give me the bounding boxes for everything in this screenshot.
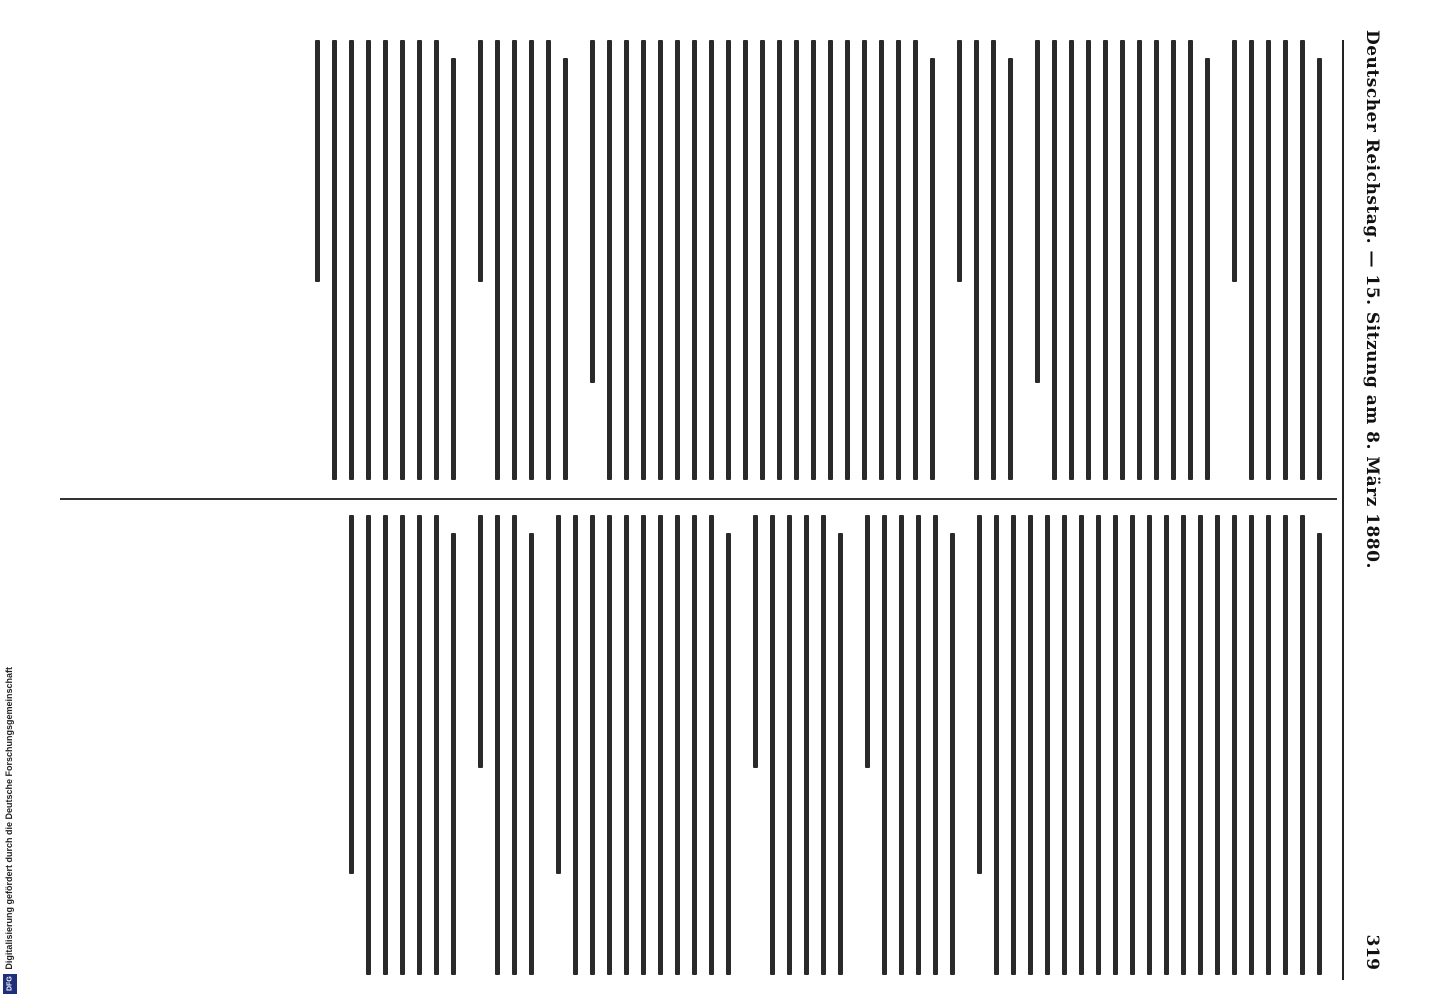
text-line bbox=[692, 40, 697, 480]
text-line bbox=[1120, 40, 1125, 480]
text-line bbox=[590, 40, 595, 383]
text-line bbox=[879, 40, 884, 480]
text-line bbox=[495, 40, 500, 480]
text-line bbox=[563, 58, 568, 480]
text-line bbox=[913, 40, 918, 480]
paragraph-gap bbox=[456, 40, 466, 480]
paragraph-gap bbox=[1210, 40, 1220, 480]
dfg-logo-icon: DFG bbox=[3, 974, 17, 994]
text-line bbox=[1154, 40, 1159, 480]
text-line bbox=[315, 40, 320, 282]
text-line bbox=[1096, 515, 1101, 975]
right-column bbox=[70, 515, 1322, 975]
text-line bbox=[882, 515, 887, 975]
text-line bbox=[529, 533, 534, 975]
text-line bbox=[573, 515, 578, 975]
text-line bbox=[828, 40, 833, 480]
text-line bbox=[760, 40, 765, 480]
text-line bbox=[332, 40, 337, 480]
paragraph-gap bbox=[456, 515, 466, 975]
text-line bbox=[974, 40, 979, 480]
text-line bbox=[383, 515, 388, 975]
text-line bbox=[865, 515, 870, 768]
text-line bbox=[1317, 58, 1322, 480]
text-line bbox=[1181, 515, 1186, 975]
text-line bbox=[1113, 515, 1118, 975]
text-line bbox=[1283, 40, 1288, 480]
text-line bbox=[658, 515, 663, 975]
text-line bbox=[770, 515, 775, 975]
text-line bbox=[838, 533, 843, 975]
text-line bbox=[794, 40, 799, 480]
text-line bbox=[950, 533, 955, 975]
page-number: 319 bbox=[1362, 934, 1382, 970]
text-line bbox=[1130, 515, 1135, 975]
text-line bbox=[624, 40, 629, 480]
text-line bbox=[994, 515, 999, 975]
running-title: Deutscher Reichstag. — 15. Sitzung am 8. März 1880. bbox=[1362, 30, 1382, 569]
text-line bbox=[400, 515, 405, 975]
text-line bbox=[607, 40, 612, 480]
text-line bbox=[1300, 40, 1305, 480]
text-line bbox=[1045, 515, 1050, 975]
text-line bbox=[1079, 515, 1084, 975]
text-line bbox=[1317, 533, 1322, 975]
column-divider bbox=[60, 498, 1337, 500]
text-line bbox=[658, 40, 663, 480]
text-line bbox=[1028, 515, 1033, 975]
paragraph-gap bbox=[534, 515, 544, 975]
text-line bbox=[991, 40, 996, 480]
text-line bbox=[590, 515, 595, 975]
text-line bbox=[692, 515, 697, 975]
running-header bbox=[1352, 30, 1392, 970]
paragraph-gap bbox=[843, 515, 853, 975]
text-line bbox=[1232, 40, 1237, 282]
text-line bbox=[624, 515, 629, 975]
text-line bbox=[726, 40, 731, 480]
text-line bbox=[383, 40, 388, 480]
text-line bbox=[675, 515, 680, 975]
text-line bbox=[1198, 515, 1203, 975]
text-line bbox=[811, 40, 816, 480]
text-line bbox=[777, 40, 782, 480]
text-line bbox=[1171, 40, 1176, 480]
text-line bbox=[1188, 40, 1193, 480]
text-line bbox=[1008, 58, 1013, 480]
text-line bbox=[556, 515, 561, 874]
text-line bbox=[495, 515, 500, 975]
text-line bbox=[1232, 515, 1237, 975]
text-line bbox=[434, 515, 439, 975]
paragraph-gap bbox=[568, 40, 578, 480]
text-line bbox=[1249, 515, 1254, 975]
text-line bbox=[417, 40, 422, 480]
text-line bbox=[862, 40, 867, 480]
text-line bbox=[1052, 40, 1057, 480]
text-line bbox=[930, 58, 935, 480]
text-line bbox=[1062, 515, 1067, 975]
text-line bbox=[1035, 40, 1040, 383]
text-line bbox=[400, 40, 405, 480]
credit-text: Digitalisierung gefördert durch die Deutsche Forschungsgemeinschaft bbox=[4, 667, 14, 970]
paragraph-gap bbox=[1013, 40, 1023, 480]
text-line bbox=[753, 515, 758, 768]
text-line bbox=[1069, 40, 1074, 480]
text-line bbox=[434, 40, 439, 480]
text-line bbox=[607, 515, 612, 975]
text-line bbox=[1147, 515, 1152, 975]
text-line bbox=[641, 40, 646, 480]
text-line bbox=[821, 515, 826, 975]
left-column bbox=[70, 40, 1322, 480]
header-rule bbox=[1342, 40, 1344, 980]
text-line bbox=[1249, 40, 1254, 480]
text-line bbox=[349, 515, 354, 874]
text-line bbox=[451, 58, 456, 480]
paragraph-gap bbox=[935, 40, 945, 480]
text-line bbox=[709, 515, 714, 975]
text-line bbox=[1011, 515, 1016, 975]
text-line bbox=[1266, 40, 1271, 480]
text-line bbox=[451, 533, 456, 975]
text-line bbox=[916, 515, 921, 975]
text-line bbox=[845, 40, 850, 480]
text-line bbox=[349, 40, 354, 480]
text-line bbox=[512, 515, 517, 975]
text-line bbox=[529, 40, 534, 480]
text-line bbox=[1300, 515, 1305, 975]
text-line bbox=[1205, 58, 1210, 480]
text-line bbox=[933, 515, 938, 975]
text-line bbox=[478, 515, 483, 768]
text-line bbox=[1103, 40, 1108, 480]
text-line bbox=[1266, 515, 1271, 975]
text-line bbox=[366, 515, 371, 975]
text-line bbox=[641, 515, 646, 975]
text-line bbox=[366, 40, 371, 480]
text-line bbox=[478, 40, 483, 282]
text-line bbox=[1283, 515, 1288, 975]
text-line bbox=[709, 40, 714, 480]
text-line bbox=[1164, 515, 1169, 975]
text-line bbox=[896, 40, 901, 480]
paragraph-gap bbox=[731, 515, 741, 975]
text-line bbox=[957, 40, 962, 282]
text-line bbox=[726, 533, 731, 975]
text-line bbox=[743, 40, 748, 480]
text-line bbox=[512, 40, 517, 480]
text-line bbox=[1086, 40, 1091, 480]
scanned-page-area bbox=[40, 0, 1432, 1000]
text-line bbox=[546, 40, 551, 480]
text-line bbox=[899, 515, 904, 975]
scanned-page bbox=[40, 0, 1432, 1000]
text-line bbox=[977, 515, 982, 874]
text-line bbox=[1137, 40, 1142, 480]
text-line bbox=[787, 515, 792, 975]
text-line bbox=[1215, 515, 1220, 975]
text-line bbox=[804, 515, 809, 975]
text-line bbox=[675, 40, 680, 480]
text-line bbox=[417, 515, 422, 975]
paragraph-gap bbox=[955, 515, 965, 975]
digitization-credit bbox=[0, 0, 22, 1000]
